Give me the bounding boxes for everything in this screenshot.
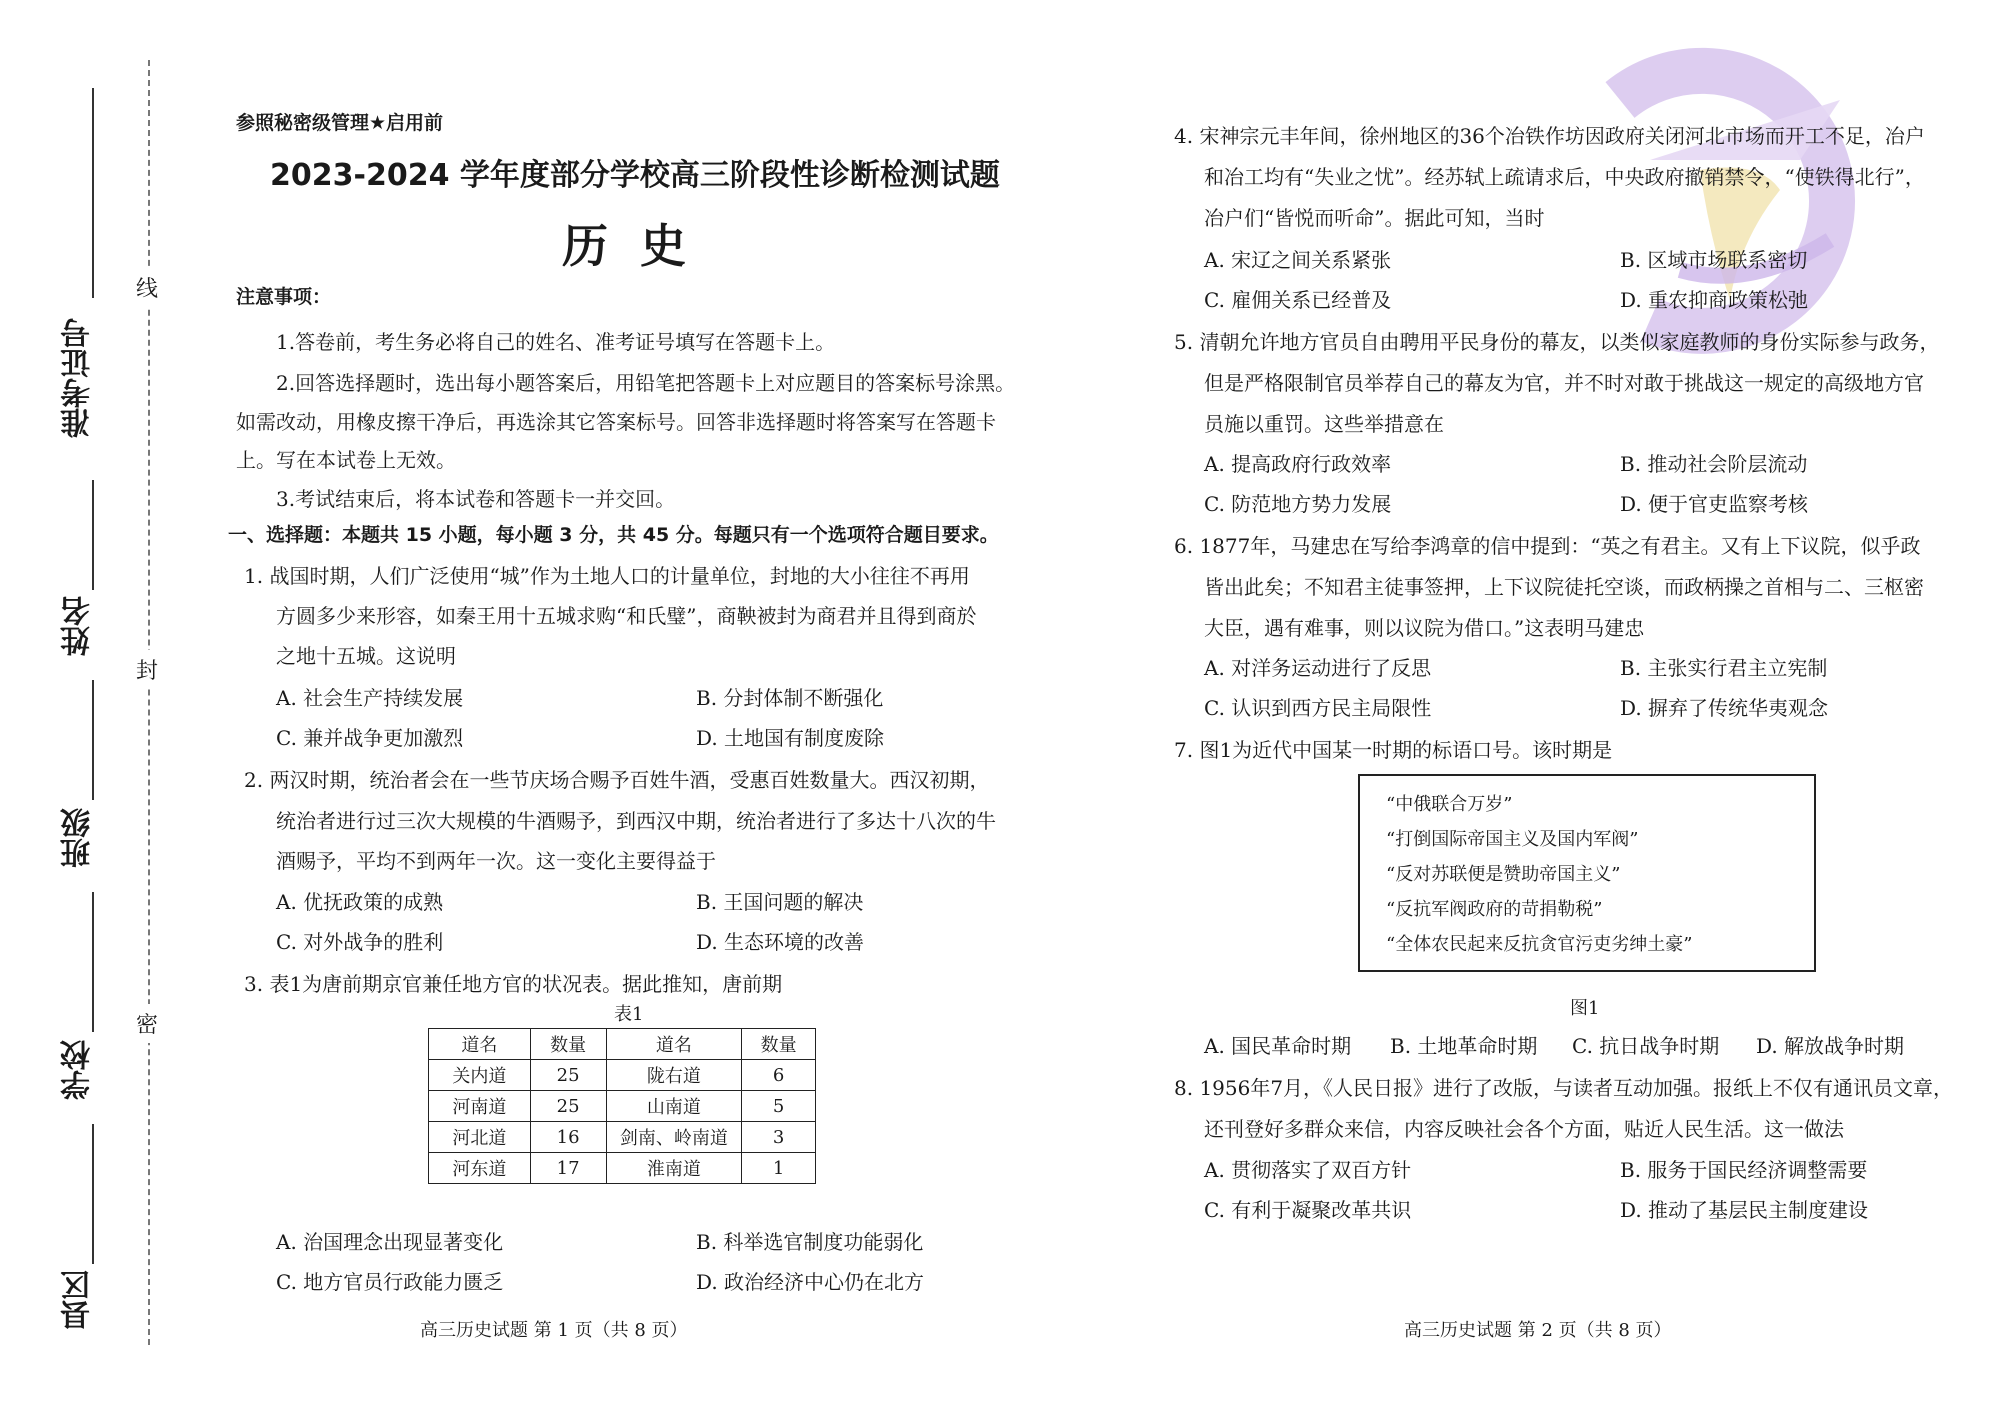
notice-line: 上。写在本试卷上无效。 [236,448,456,472]
table-header-cell: 道名 [606,1029,742,1060]
seal-xian: 线 [136,268,158,307]
binding-line-2 [92,480,94,590]
notice-line: 1.答卷前，考生务必将自己的姓名、准考证号填写在答题卡上。 [276,330,836,354]
option-c: C. 防范地方势力发展 [1204,492,1392,516]
question-3-line: 3. 表1为唐前期京官兼任地方官的状况表。据此推知，唐前期 [244,972,783,996]
question-6-line: 大臣，遇有难事，则以议院为借口。”这表明马建忠 [1204,616,1645,640]
section-heading: 一、选择题：本题共 15 小题，每小题 3 分，共 45 分。每题只有一个选项符合题目要求。 [228,524,999,546]
question-6-line: 皆出此矣；不知君主徒事签押，上下议院徒托空谈，而政柄操之首相与二、三枢密 [1204,575,1924,599]
table-cell: 5 [742,1091,816,1122]
question-5-line: 5. 清朝允许地方官员自由聘用平民身份的幕友，以类似家庭教师的身份实际参与政务， [1174,330,1940,354]
option-c: C. 雇佣关系已经普及 [1204,288,1392,312]
option-d: D. 解放战争时期 [1756,1034,1905,1058]
subject-title: 历 史 [562,219,695,273]
binding-line-top [92,88,94,298]
notice-line: 3.考试结束后，将本试卷和答题卡一并交回。 [276,487,676,511]
table-cell: 关内道 [429,1060,531,1091]
figure-caption: 图1 [1570,998,1600,1019]
table-cell: 陇右道 [606,1060,742,1091]
option-d: D. 重农抑商政策松弛 [1620,288,1809,312]
label-school: 学校 [61,1040,96,1100]
question-6-line: 6. 1877年，马建忠在写给李鸿章的信中提到：“英之有君主。又有上下议院，似乎政 [1174,534,1921,558]
question-2-line: 统治者进行过三次大规模的牛酒赐予，到西汉中期，统治者进行了多达十八次的牛 [276,809,996,833]
slogan-line: “全体农民起来反抗贪官污吏劣绅土豪” [1386,934,1693,955]
question-1-line: 方圆多少来形容，如秦王用十五城求购“和氏璧”，商鞅被封为商君并且得到商於 [276,604,977,628]
table-cell: 河北道 [429,1122,531,1153]
option-d: D. 土地国有制度废除 [696,726,885,750]
question-5-line: 但是严格限制官员举荐自己的幕友为官，并不时对敢于挑战这一规定的高级地方官 [1204,371,1924,395]
option-c: C. 对外战争的胜利 [276,930,444,954]
table-row [429,1122,816,1153]
option-b: B. 王国问题的解决 [696,890,864,914]
table-cell: 17 [530,1153,606,1184]
table-cell: 16 [530,1122,606,1153]
label-name: 姓名 [61,596,96,656]
table-header-cell: 数量 [530,1029,606,1060]
question-1-line: 之地十五城。这说明 [276,644,456,668]
option-b: B. 科举选官制度功能弱化 [696,1230,924,1254]
question-4-line: 冶户们“皆悦而听命”。据此可知，当时 [1204,206,1545,230]
question-2-line: 酒赐予，平均不到两年一次。这一变化主要得益于 [276,849,716,873]
option-b: B. 主张实行君主立宪制 [1620,656,1828,680]
slogan-line: “打倒国际帝国主义及国内军阀” [1386,829,1639,850]
option-c: C. 认识到西方民主局限性 [1204,696,1432,720]
option-a: A. 国民革命时期 [1204,1034,1352,1058]
option-c: C. 兼并战争更加激烈 [276,726,464,750]
option-b: B. 土地革命时期 [1390,1034,1538,1058]
binding-line-5 [92,1124,94,1264]
notice-line: 如需改动，用橡皮擦干净后，再选涂其它答案标号。回答非选择题时将答案写在答题卡 [236,410,996,434]
question-4-line: 4. 宋神宗元丰年间，徐州地区的36个冶铁作坊因政府关闭河北市场而开工不足，冶户 [1174,124,1925,148]
option-c: C. 地方官员行政能力匮乏 [276,1270,504,1294]
option-b: B. 服务于国民经济调整需要 [1620,1158,1868,1182]
option-b: B. 推动社会阶层流动 [1620,452,1808,476]
label-county: 县区 [61,1270,96,1330]
table-cell: 河南道 [429,1091,531,1122]
table-cell: 山南道 [606,1091,742,1122]
question-4-line: 和冶工均有“失业之忧”。经苏轼上疏请求后，中央政府撤销禁令，“使铁得北行”， [1204,165,1925,189]
table-row [429,1091,816,1122]
option-a: A. 优抚政策的成熟 [276,890,444,914]
option-b: B. 区域市场联系密切 [1620,248,1808,272]
binding-line-4 [92,892,94,1032]
question-8-line: 还刊登好多群众来信，内容反映社会各个方面，贴近人民生活。这一做法 [1204,1117,1844,1141]
page-footer: 高三历史试题 第 1 页（共 8 页） [420,1320,688,1341]
table-cell: 6 [742,1060,816,1091]
table-header-cell: 数量 [742,1029,816,1060]
table-cell: 3 [742,1122,816,1153]
table-header-row [429,1029,816,1060]
table-cell: 淮南道 [606,1153,742,1184]
slogan-line: “中俄联合万岁” [1386,794,1513,815]
table-row [429,1060,816,1091]
table-cell: 25 [530,1091,606,1122]
table-cell: 剑南、岭南道 [606,1122,742,1153]
table-1 [428,1028,816,1184]
option-d: D. 政治经济中心仍在北方 [696,1270,925,1294]
option-d: D. 推动了基层民主制度建设 [1620,1198,1869,1222]
slogan-line: “反抗军阀政府的苛捐勒税” [1386,899,1603,920]
option-a: A. 宋辽之间关系紧张 [1204,248,1392,272]
table-header-cell: 道名 [429,1029,531,1060]
option-d: D. 摒弃了传统华夷观念 [1620,696,1829,720]
notice-title: 注意事项： [236,286,332,308]
option-a: A. 治国理念出现显著变化 [276,1230,504,1254]
table-cell: 河东道 [429,1153,531,1184]
notice-line: 2.回答选择题时，选出每小题答案后，用铅笔把答题卡上对应题目的答案标号涂黑。 [276,371,1016,395]
question-8-line: 8. 1956年7月，《人民日报》进行了改版，与读者互动加强。报纸上不仅有通讯员文章， [1174,1076,1954,1100]
option-c: C. 有利于凝聚改革共识 [1204,1198,1412,1222]
option-d: D. 便于官吏监察考核 [1620,492,1809,516]
seal-dashed-line [148,60,150,1345]
option-d: D. 生态环境的改善 [696,930,865,954]
table-cell: 1 [742,1153,816,1184]
option-a: A. 提高政府行政效率 [1204,452,1392,476]
slogan-figure-box [1358,774,1816,972]
table-caption: 表1 [614,1004,644,1025]
slogan-line: “反对苏联便是赞助帝国主义” [1386,864,1621,885]
table-cell: 25 [530,1060,606,1091]
seal-feng: 封 [136,650,158,689]
label-class: 班级 [61,808,96,868]
option-c: C. 抗日战争时期 [1572,1034,1720,1058]
question-1-line: 1. 战国时期，人们广泛使用“城”作为土地人口的计量单位，封地的大小往往不再用 [244,564,970,588]
option-a: A. 对洋务运动进行了反思 [1204,656,1432,680]
option-a: A. 贯彻落实了双百方针 [1204,1158,1412,1182]
binding-line-3 [92,680,94,800]
exam-title: 2023-2024 学年度部分学校高三阶段性诊断检测试题 [270,158,1000,193]
seal-mi: 密 [136,1004,158,1043]
label-exam-id: 准考证号 [61,318,96,438]
confidential-mark: 参照秘密级管理★启用前 [236,112,444,134]
question-2-line: 2. 两汉时期，统治者会在一些节庆场合赐予百姓牛酒，受惠百姓数量大。西汉初期， [244,768,990,792]
question-5-line: 员施以重罚。这些举措意在 [1204,412,1444,436]
option-b: B. 分封体制不断强化 [696,686,884,710]
watermark-logo-icon [1590,40,1880,370]
page-footer: 高三历史试题 第 2 页（共 8 页） [1404,1320,1672,1341]
question-7-line: 7. 图1为近代中国某一时期的标语口号。该时期是 [1174,738,1613,762]
table-row [429,1153,816,1184]
option-a: A. 社会生产持续发展 [276,686,464,710]
